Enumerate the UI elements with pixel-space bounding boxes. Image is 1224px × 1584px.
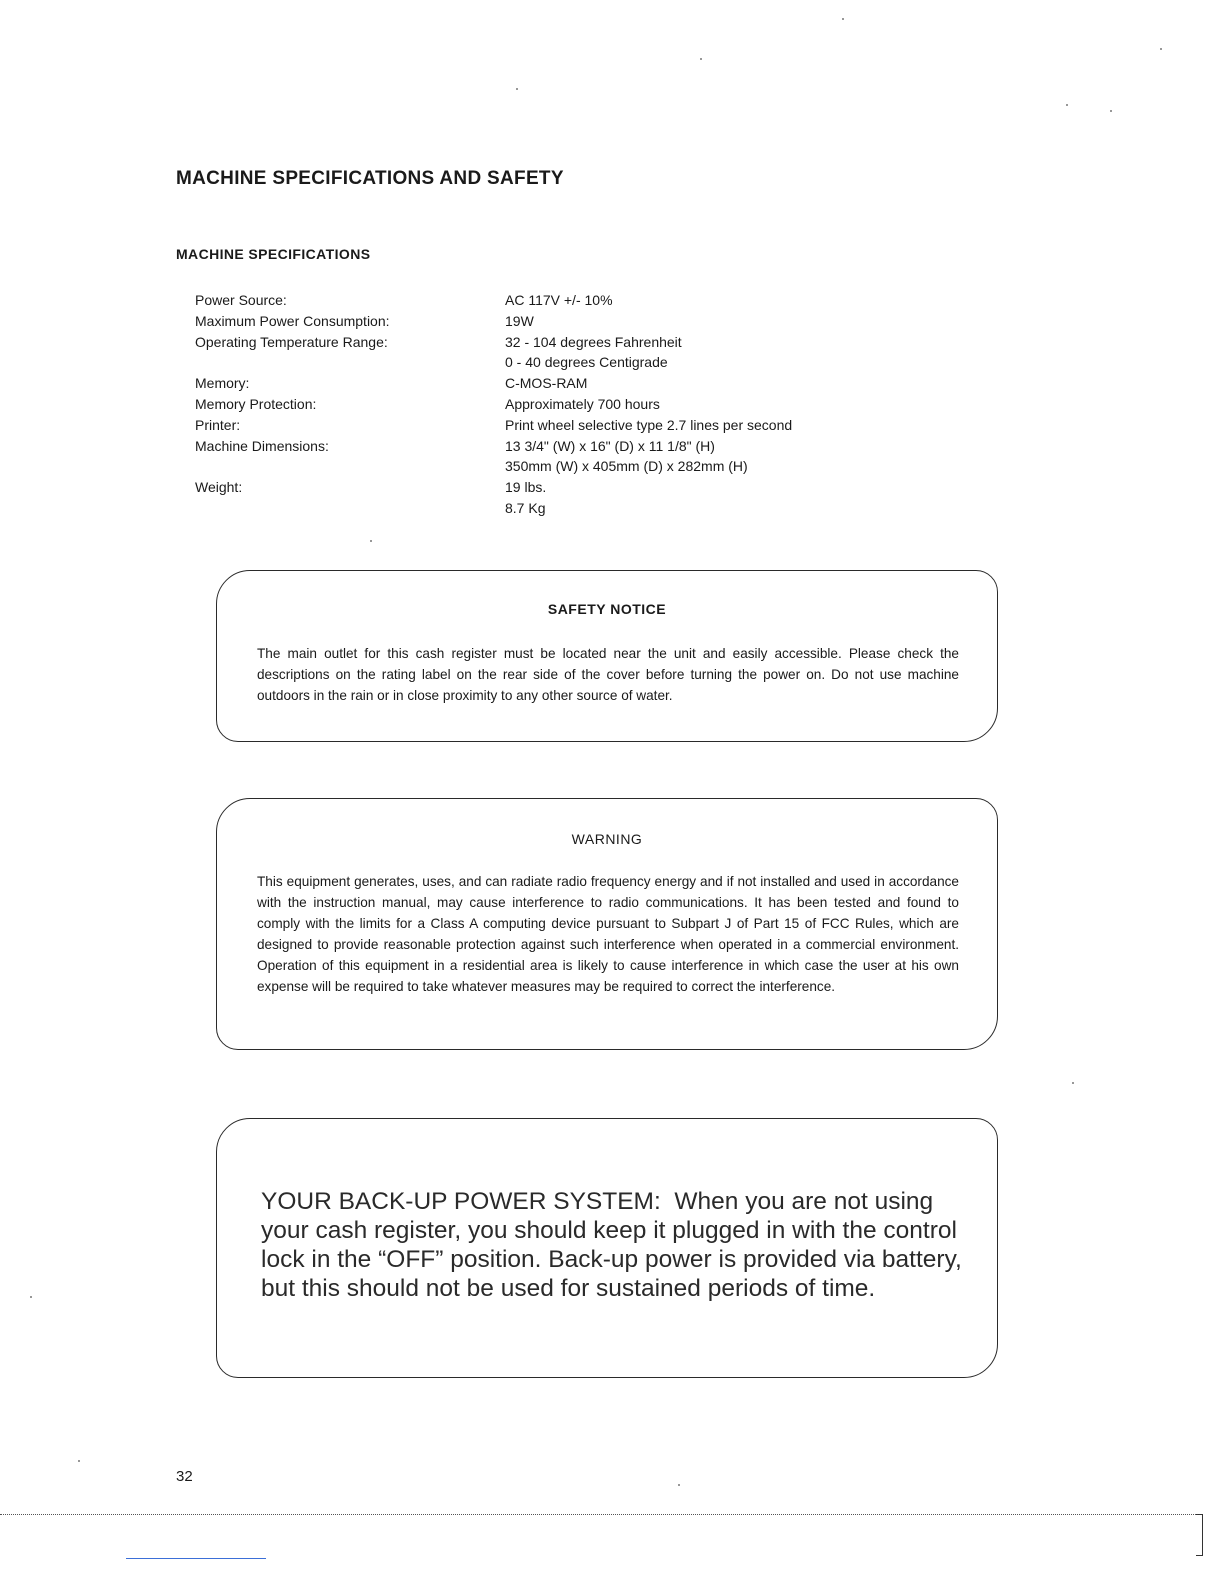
spec-label: Weight:: [195, 479, 243, 496]
backup-power-box: [216, 1118, 998, 1378]
safety-notice-text: The main outlet for this cash register must be located near the unit and easily accessible. Please check the descriptions on the rating label on the rear side of the cover before turning the power on. Do not use machine outdoors in the rain or in close proximity to any other source of water.: [257, 646, 959, 703]
warning-box: [216, 798, 998, 1050]
spec-row-power-consumption: [195, 311, 915, 332]
spec-label: Memory:: [195, 375, 250, 392]
spec-value: 32 - 104 degrees Fahrenheit: [505, 333, 682, 350]
spec-value: 8.7 Kg: [505, 499, 546, 516]
spec-row-memory-protection: [195, 394, 915, 415]
spec-value: Approximately 700 hours: [505, 395, 660, 412]
specifications-table: [195, 290, 915, 519]
spec-label: Printer:: [195, 416, 241, 433]
spec-value: 19 lbs.: [505, 479, 547, 496]
spec-label: Maximum Power Consumption:: [195, 312, 390, 329]
spec-row-memory: [195, 373, 915, 394]
spec-row-power-source: [195, 290, 915, 311]
scan-edge-bracket: [1196, 1514, 1203, 1556]
spec-row-weight: [195, 477, 915, 519]
spec-value: 13 3/4" (W) x 16" (D) x 11 1/8" (H): [505, 437, 715, 454]
scan-speck: [700, 58, 702, 60]
specifications-heading: MACHINE SPECIFICATIONS: [176, 246, 371, 262]
footer-underline: [126, 1558, 266, 1559]
scan-speck: [1072, 1082, 1074, 1084]
page-title: MACHINE SPECIFICATIONS AND SAFETY: [176, 168, 564, 189]
spec-value: C-MOS-RAM: [505, 375, 588, 392]
spec-row-temperature-range: [195, 332, 915, 374]
warning-heading: WARNING: [571, 831, 643, 847]
spec-label: Memory Protection:: [195, 395, 317, 412]
spec-label: Operating Temperature Range:: [195, 333, 388, 350]
spec-value: 0 - 40 degrees Centigrade: [505, 354, 668, 371]
safety-notice-box: [216, 570, 998, 742]
spec-value: Print wheel selective type 2.7 lines per second: [505, 416, 793, 433]
scan-speck: [678, 1484, 680, 1486]
scan-edge-line: [0, 1514, 1200, 1515]
scan-speck: [370, 540, 372, 542]
page-number: 32: [176, 1468, 193, 1485]
spec-label: Machine Dimensions:: [195, 437, 329, 454]
spec-row-dimensions: [195, 436, 915, 478]
scan-speck: [1160, 48, 1162, 50]
safety-notice-heading: SAFETY NOTICE: [547, 601, 667, 617]
backup-power-body: When you are not using your cash register, you should keep it plugged in with the control lock in the “OFF” position. Back-up power is provided via battery, but this should not be used for sustained periods of time.: [261, 1188, 962, 1302]
scan-speck: [516, 88, 518, 90]
warning-text: This equipment generates, uses, and can radiate radio frequency energy and if not installed and used in accordance with the instruction manual, may cause interference to radio communications. It has been tested and found to comply with the limits for a Class A computing device pursuant to Subpart J of Part 15 of FCC Rules, which are designed to provide reasonable protection against such interference when operated in a commercial environment. Operation of this equipment in a residential area is likely to cause interference in which case the user at his own expense will be required to take whatever measures may be required to correct the interference.: [257, 874, 959, 994]
spec-label: Power Source:: [195, 292, 287, 308]
spec-value: 19W: [505, 312, 534, 329]
scan-speck: [1066, 104, 1068, 106]
backup-power-text: [261, 1187, 963, 1303]
scan-speck: [1110, 110, 1112, 112]
spec-value: AC 117V +/- 10%: [505, 292, 613, 308]
backup-power-lead: YOUR BACK-UP POWER SYSTEM:: [261, 1188, 661, 1215]
spec-row-printer: [195, 415, 915, 436]
spec-value: 350mm (W) x 405mm (D) x 282mm (H): [505, 458, 748, 475]
scan-speck: [842, 18, 844, 20]
scan-speck: [78, 1460, 80, 1462]
scan-speck: [30, 1296, 32, 1298]
